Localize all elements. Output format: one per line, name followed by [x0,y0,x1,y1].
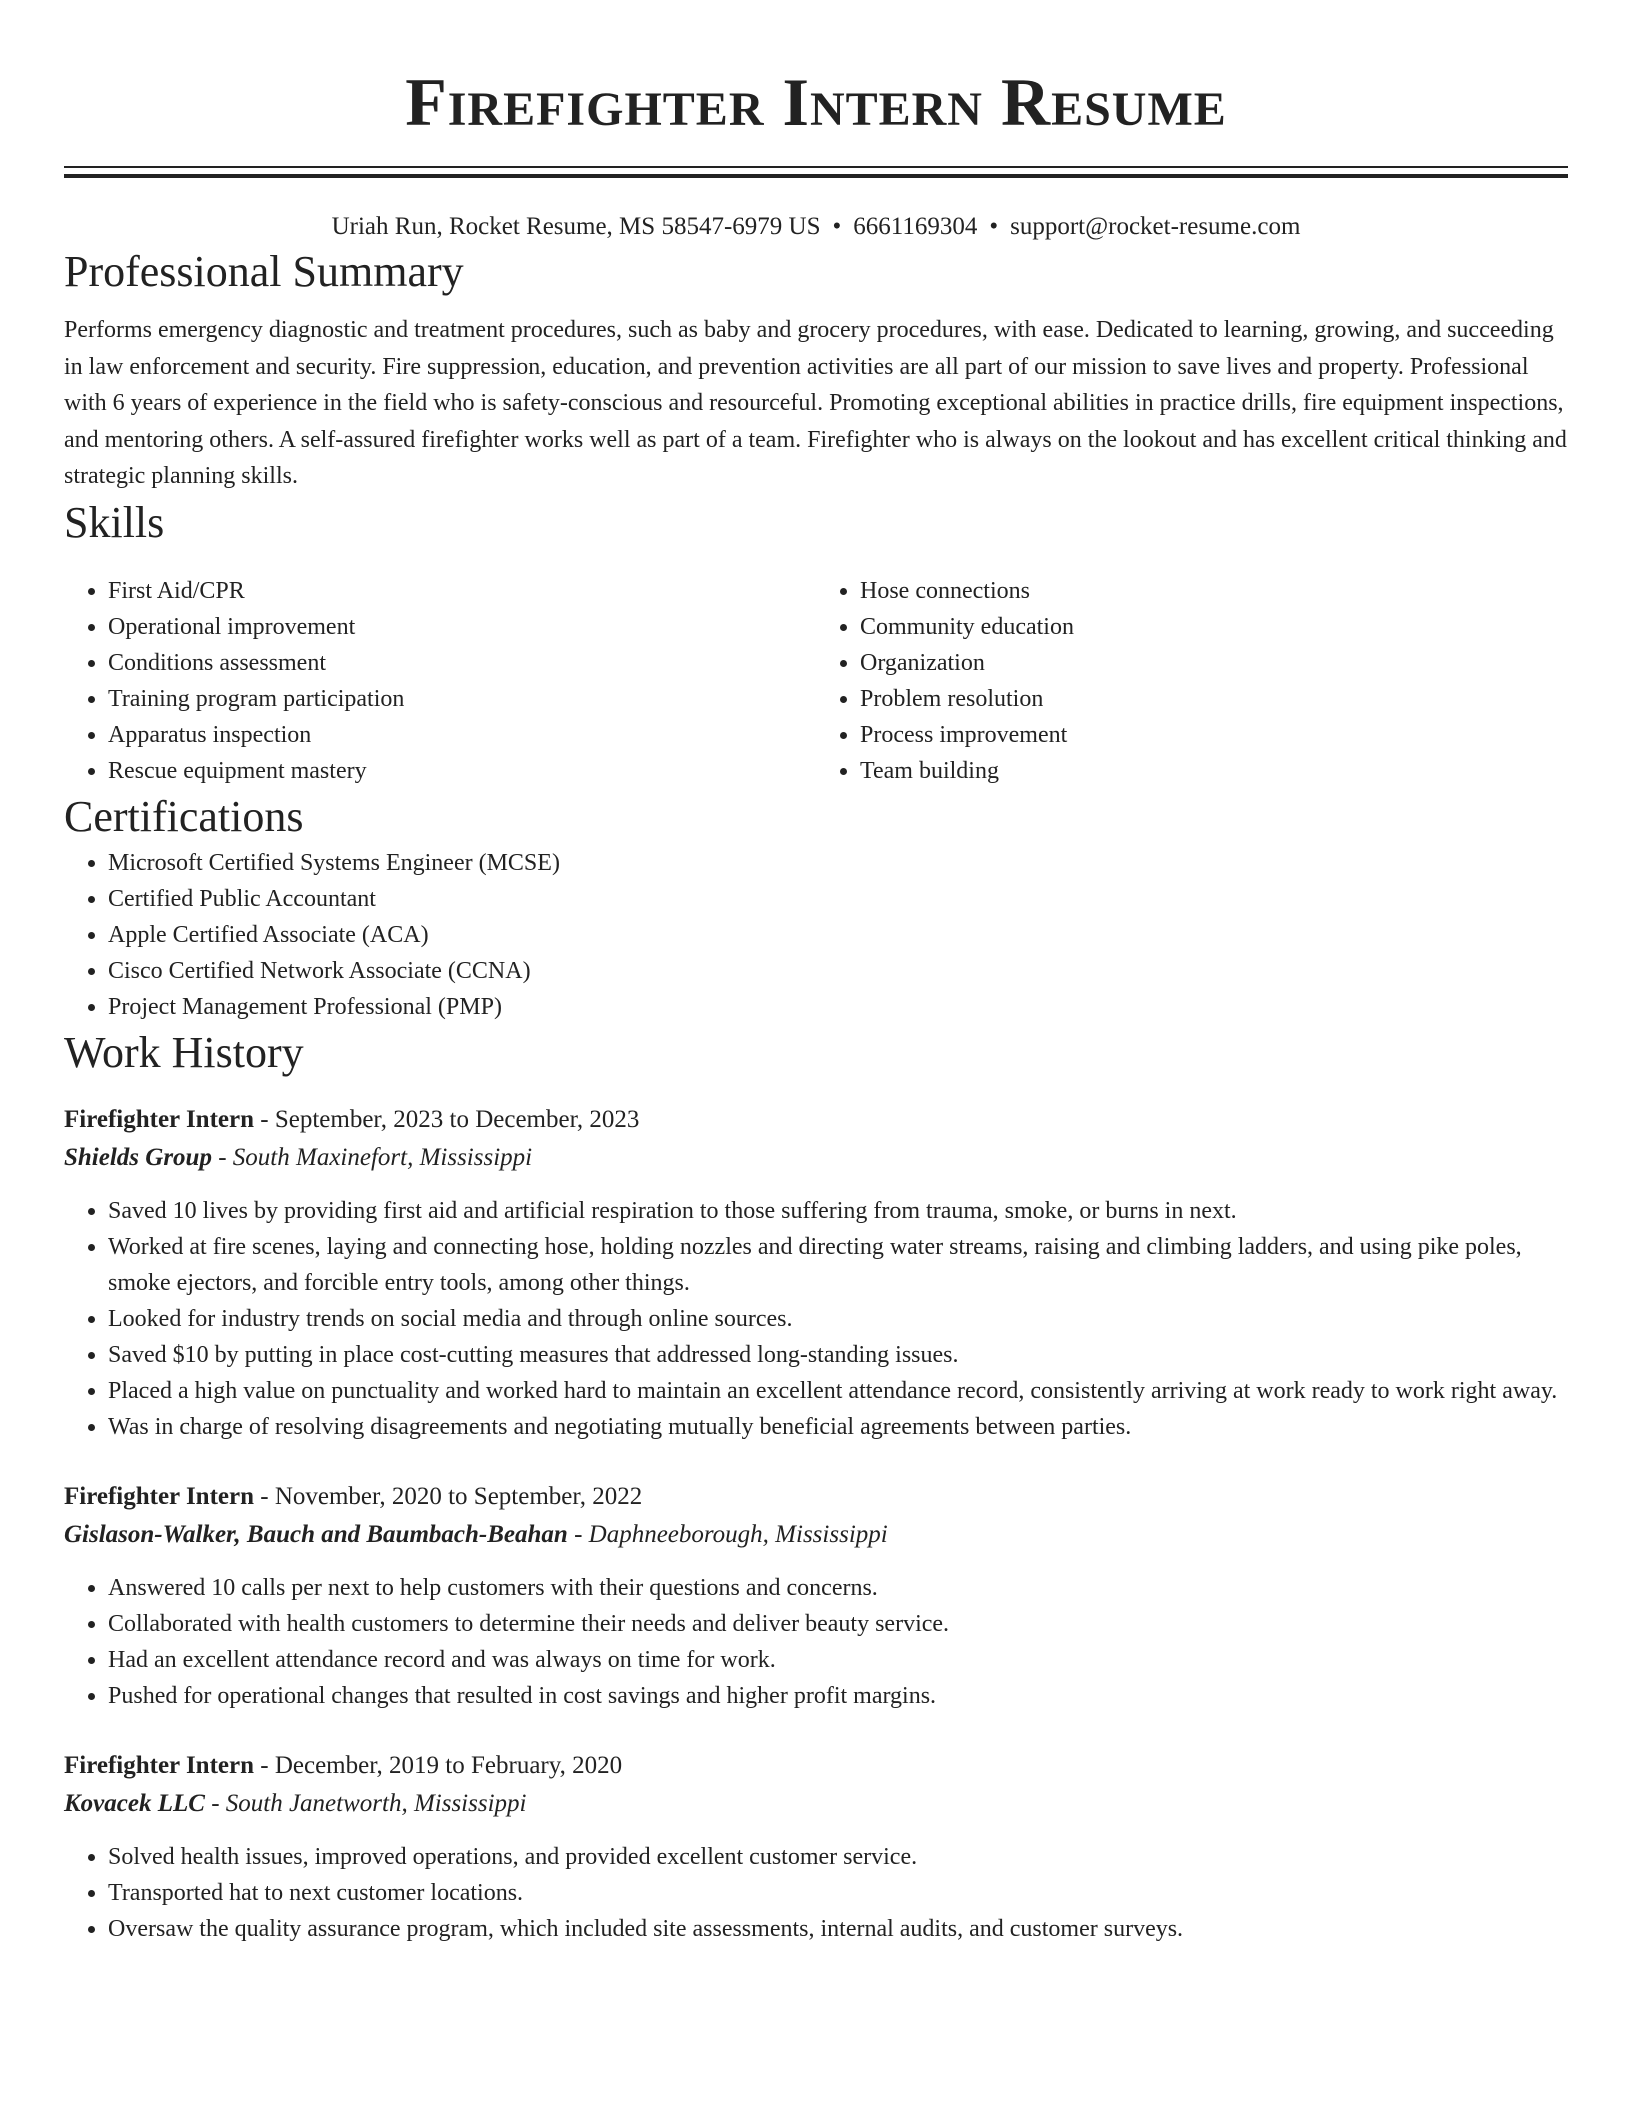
certification-item: • Cisco Certified Network Associate (CCNA) [108,953,1568,989]
skill-item: • Organization [860,645,1568,681]
job-duty: • Saved 10 lives by providing first aid and artificial respiration to those suffering from trauma, smoke, or burns in next. [108,1193,1568,1229]
skill-item: • Hose connections [860,573,1568,609]
skill-item: • Process improvement [860,717,1568,753]
job-duty: • Saved $10 by putting in place cost-cutting measures that addressed long-standing issues. [108,1337,1568,1373]
job-header [64,1747,1568,1785]
job-duty: • Worked at fire scenes, laying and connecting hose, holding nozzles and directing water streams, raising and climbing ladders, and using pike poles, smoke ejectors, and forcible entry tools, among other things. [108,1229,1568,1301]
job-title: Firefighter Intern [64,1482,255,1510]
job-duty: • Solved health issues, improved operations, and provided excellent customer service. [108,1839,1568,1875]
summary-heading: Professional Summary [64,247,464,296]
job-duty: • Looked for industry trends on social media and through online sources. [108,1301,1568,1337]
job-dates: - December, 2019 to February, 2020 [254,1751,623,1779]
certification-item: • Microsoft Certified Systems Engineer (MCSE) [108,845,1568,881]
job-header [64,1101,1568,1139]
job-company: Shields Group [64,1143,212,1171]
job-location: - South Janetworth, Mississippi [204,1789,527,1817]
certification-item: • Certified Public Accountant [108,881,1568,917]
contact-address: Uriah Run, Rocket Resume, MS 58547-6979 US [331,213,821,240]
job-location: - South Maxinefort, Mississippi [211,1143,533,1171]
contact-email[interactable]: support@rocket-resume.com [1010,213,1301,240]
skill-item: • First Aid/CPR [108,573,816,609]
job-company: Gislason-Walker, Bauch and Baumbach-Beahan [64,1520,568,1548]
skill-item: • Operational improvement [108,609,816,645]
contact-line [64,210,1568,244]
job-duty: • Pushed for operational changes that resulted in cost savings and higher profit margins. [108,1678,1568,1714]
certifications-list [64,845,1568,1025]
job-duty: • Oversaw the quality assurance program, which included site assessments, internal audits, and customer surveys. [108,1911,1568,1947]
job-duty: • Collaborated with health customers to determine their needs and deliver beauty service. [108,1606,1568,1642]
skill-item: • Rescue equipment mastery [108,753,816,789]
job-duties [64,1839,1568,1947]
job-location: - Daphneeborough, Mississippi [567,1520,888,1548]
skill-item: • Conditions assessment [108,645,816,681]
skill-item: • Training program participation [108,681,816,717]
job-duties [64,1193,1568,1445]
title-divider [64,166,1568,178]
job-duties [64,1570,1568,1714]
job-employer [64,1516,1568,1554]
job-title: Firefighter Intern [64,1751,255,1779]
skills-list-left [64,573,816,789]
job-entry [64,1478,1568,1714]
contact-separator: • [989,213,999,240]
contact-separator: • [832,213,842,240]
resume-title: Firefighter Intern Resume [405,64,1227,140]
skill-item: • Problem resolution [860,681,1568,717]
job-duty: • Placed a high value on punctuality and worked hard to maintain an excellent attendance record, consistently arriving at work ready to work right away. [108,1373,1568,1409]
job-duty: • Was in charge of resolving disagreements and negotiating mutually beneficial agreements between parties. [108,1409,1568,1445]
skills-heading: Skills [64,497,165,547]
certification-item: • Project Management Professional (PMP) [108,989,1568,1025]
summary-text: Performs emergency diagnostic and treatment procedures, such as baby and grocery procedures, with ease. Dedicated to learning, growing, and succeeding in law enforcement and security. Fire suppression, education, and prevention activities are all part of our mission to save lives and property. Professional with 6 years of experience in the field who is safety-conscious and resourceful. Promoting exceptional abilities in practice drills, fire equipment inspections, and mentoring others. A self-assured firefighter works well as part of a team. Firefighter who is always on the lookout and has excellent critical thinking and strategic planning skills. [64,317,1567,489]
skills-list-right [816,573,1568,789]
work-history-heading: Work History [64,1027,304,1077]
skills-columns [64,573,1568,789]
job-title: Firefighter Intern [64,1105,255,1133]
job-duty: • Answered 10 calls per next to help customers with their questions and concerns. [108,1570,1568,1606]
contact-phone[interactable]: 6661169304 [853,213,978,240]
job-duty: • Had an excellent attendance record and was always on time for work. [108,1642,1568,1678]
skill-item: • Apparatus inspection [108,717,816,753]
job-dates: - September, 2023 to December, 2023 [254,1105,640,1133]
job-entry [64,1747,1568,1947]
skill-item: • Team building [860,753,1568,789]
job-header [64,1478,1568,1516]
job-dates: - November, 2020 to September, 2022 [254,1482,643,1510]
job-duty: • Transported hat to next customer locations. [108,1875,1568,1911]
job-company: Kovacek LLC [64,1789,205,1817]
certifications-heading: Certifications [64,791,304,841]
job-employer [64,1139,1568,1177]
job-employer [64,1785,1568,1823]
skill-item: • Community education [860,609,1568,645]
certification-item: • Apple Certified Associate (ACA) [108,917,1568,953]
job-entry [64,1101,1568,1445]
